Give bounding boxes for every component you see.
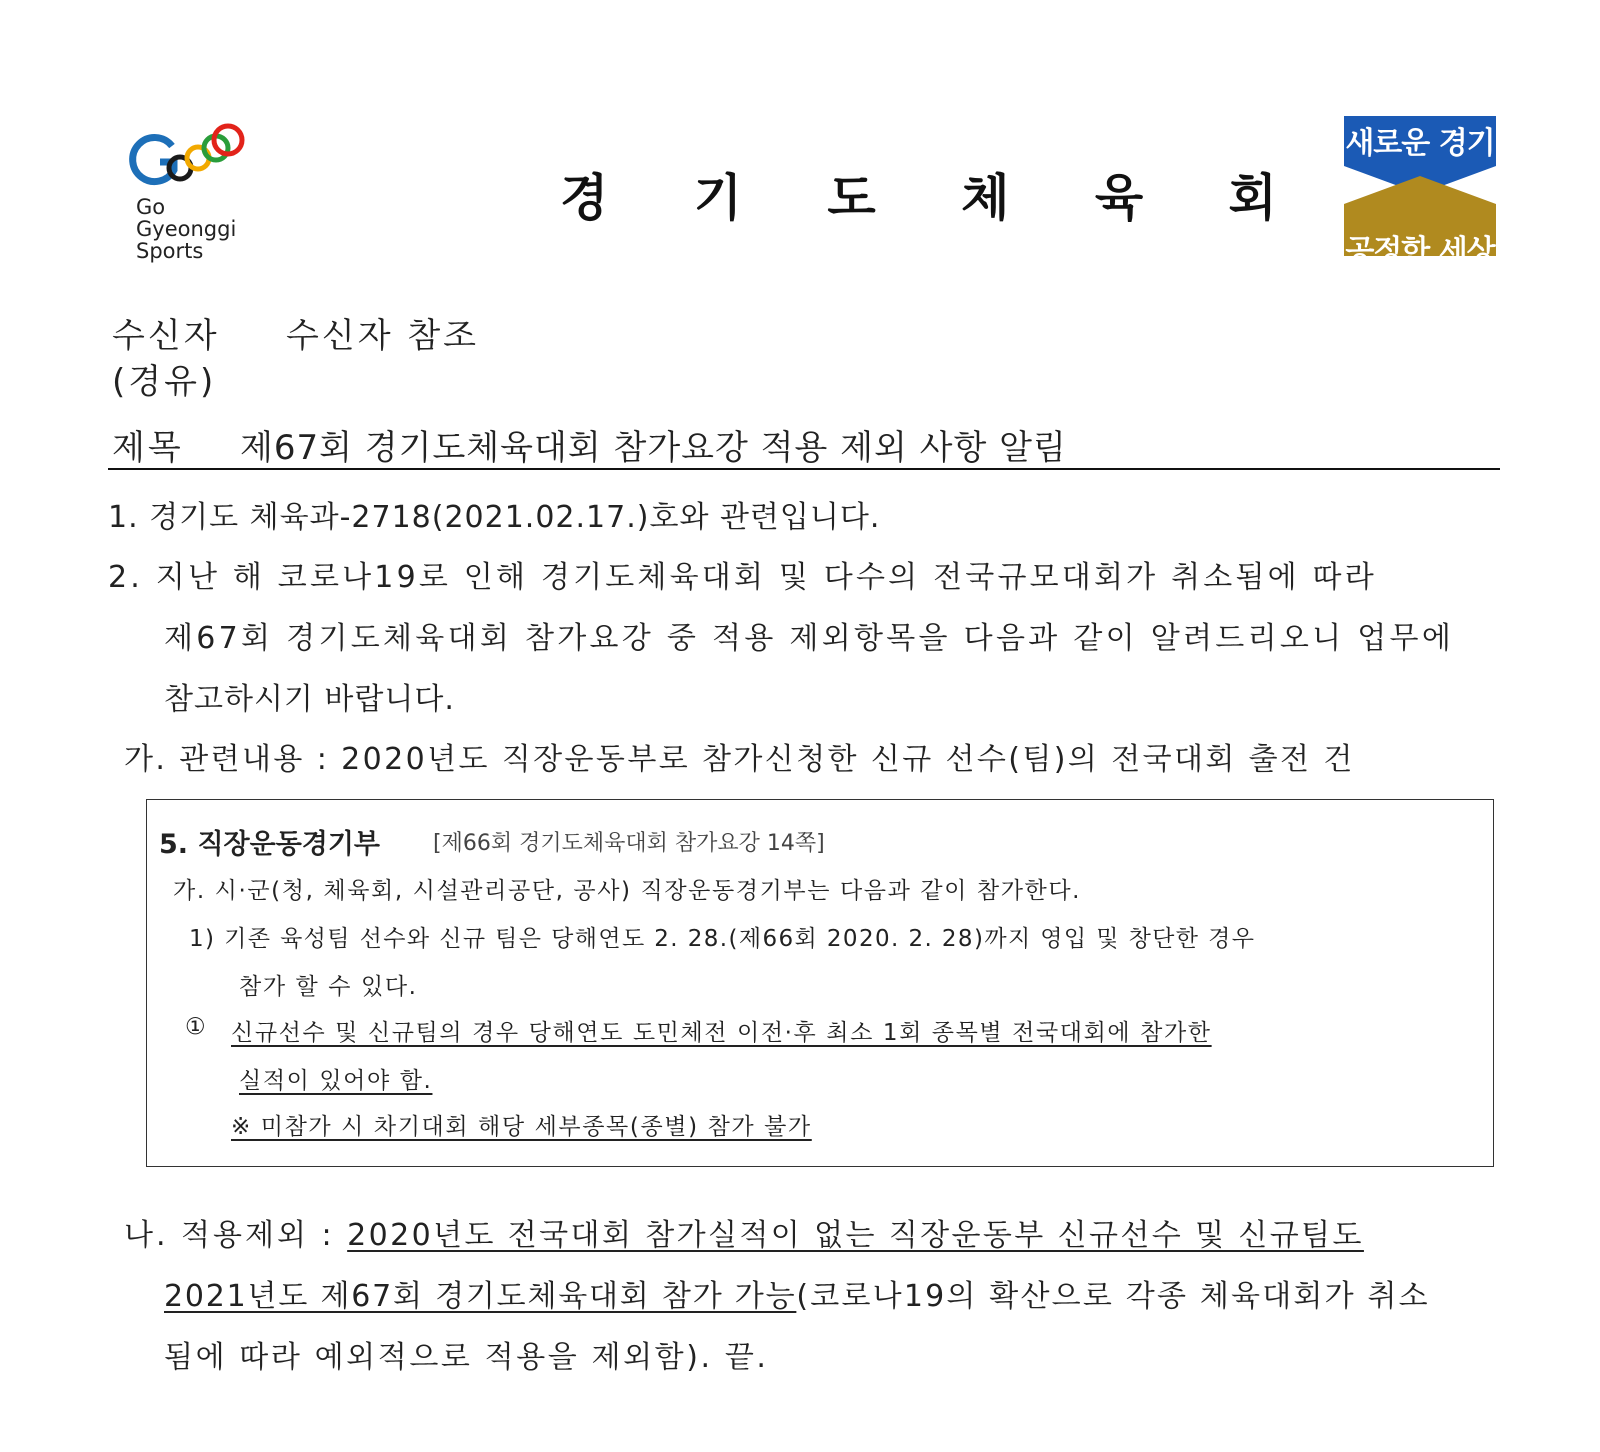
olympic-rings-icon [128, 118, 268, 198]
box-note: ※ 미참가 시 차기대회 해당 세부종목(종별) 참가 불가 [231, 1114, 812, 1140]
logo-line-go: Go [136, 195, 166, 219]
item-na-emphasis-1: 2020년도 전국대회 참가실적이 없는 직장운동부 신규선수 및 신규팀도 [347, 1218, 1364, 1253]
item-na-line-2 [164, 1271, 1430, 1315]
logo-line-gyeonggi: Gyeonggi [136, 217, 237, 241]
via-label: (경유) [112, 362, 217, 402]
slogan-logo [1340, 116, 1500, 276]
item-na-prefix: 나. 적용제외 : [124, 1218, 348, 1253]
org-title: 경 기 도 체 육 회 [560, 169, 1311, 227]
item-na-rest: (코로나19의 확산으로 각종 체육대회가 취소 [796, 1279, 1430, 1314]
quoted-regulation-box [146, 799, 1494, 1167]
recipient-value: 수신자 참조 [286, 316, 480, 356]
subject-divider [108, 468, 1500, 470]
slogan-top: 새로운 경기 [1345, 126, 1495, 161]
paragraph-2-line-3: 참고하시기 바랍니다. [164, 682, 455, 717]
paragraph-1: 1. 경기도 체육과-2718(2021.02.17.)호와 관련입니다. [108, 500, 881, 535]
subject-value: 제67회 경기도체육대회 참가요강 적용 제외 사항 알림 [240, 428, 1067, 468]
box-heading-ref: [제66회 경기도체육대회 참가요강 14쪽] [433, 831, 825, 856]
box-item-1-line-1: 1) 기존 육성팀 선수와 신규 팀은 당해연도 2. 28.(제66회 2020. 2. 28)까지 영입 및 창단한 경우 [189, 926, 1256, 952]
item-na-emphasis-2: 2021년도 제67회 경기도체육대회 참가 가능 [164, 1279, 797, 1314]
box-circle-line-2: 실적이 있어야 함. [239, 1068, 433, 1094]
subject-label: 제목 [112, 428, 184, 468]
paragraph-2-line-1: 2. 지난 해 코로나19로 인해 경기도체육대회 및 다수의 전국규모대회가 취소됨에 따라 [108, 560, 1377, 595]
box-circle-line-1: 신규선수 및 신규팀의 경우 당해연도 도민체전 이전·후 최소 1회 종목별 전국대회에 참가한 [231, 1020, 1212, 1046]
box-item-ga: 가. 시·군(청, 체육회, 시설관리공단, 공사) 직장운동경기부는 다음과 같이 참가한다. [173, 878, 1082, 904]
box-circle-number: ① [185, 1014, 206, 1040]
slogan-bottom: 공정한 세상 [1345, 234, 1495, 269]
logo-text [136, 196, 236, 262]
item-na-line-3: 됨에 따라 예외적으로 적용을 제외함). 끝. [164, 1340, 769, 1375]
box-heading: 5. 직장운동경기부 [159, 829, 381, 860]
item-na-line-1 [124, 1210, 1364, 1254]
logo-line-sports: Sports [136, 239, 204, 263]
item-ga: 가. 관련내용 : 2020년도 직장운동부로 참가신청한 신규 선수(팀)의 전국대회 출전 건 [124, 742, 1355, 777]
box-item-1-line-2: 참가 할 수 있다. [239, 974, 418, 1000]
recipient-label: 수신자 [112, 316, 220, 356]
go-gyeonggi-sports-logo [128, 118, 268, 278]
paragraph-2-line-2: 제67회 경기도체육대회 참가요강 중 적용 제외항목을 다음과 같이 알려드리오니 업무에 [164, 621, 1455, 656]
